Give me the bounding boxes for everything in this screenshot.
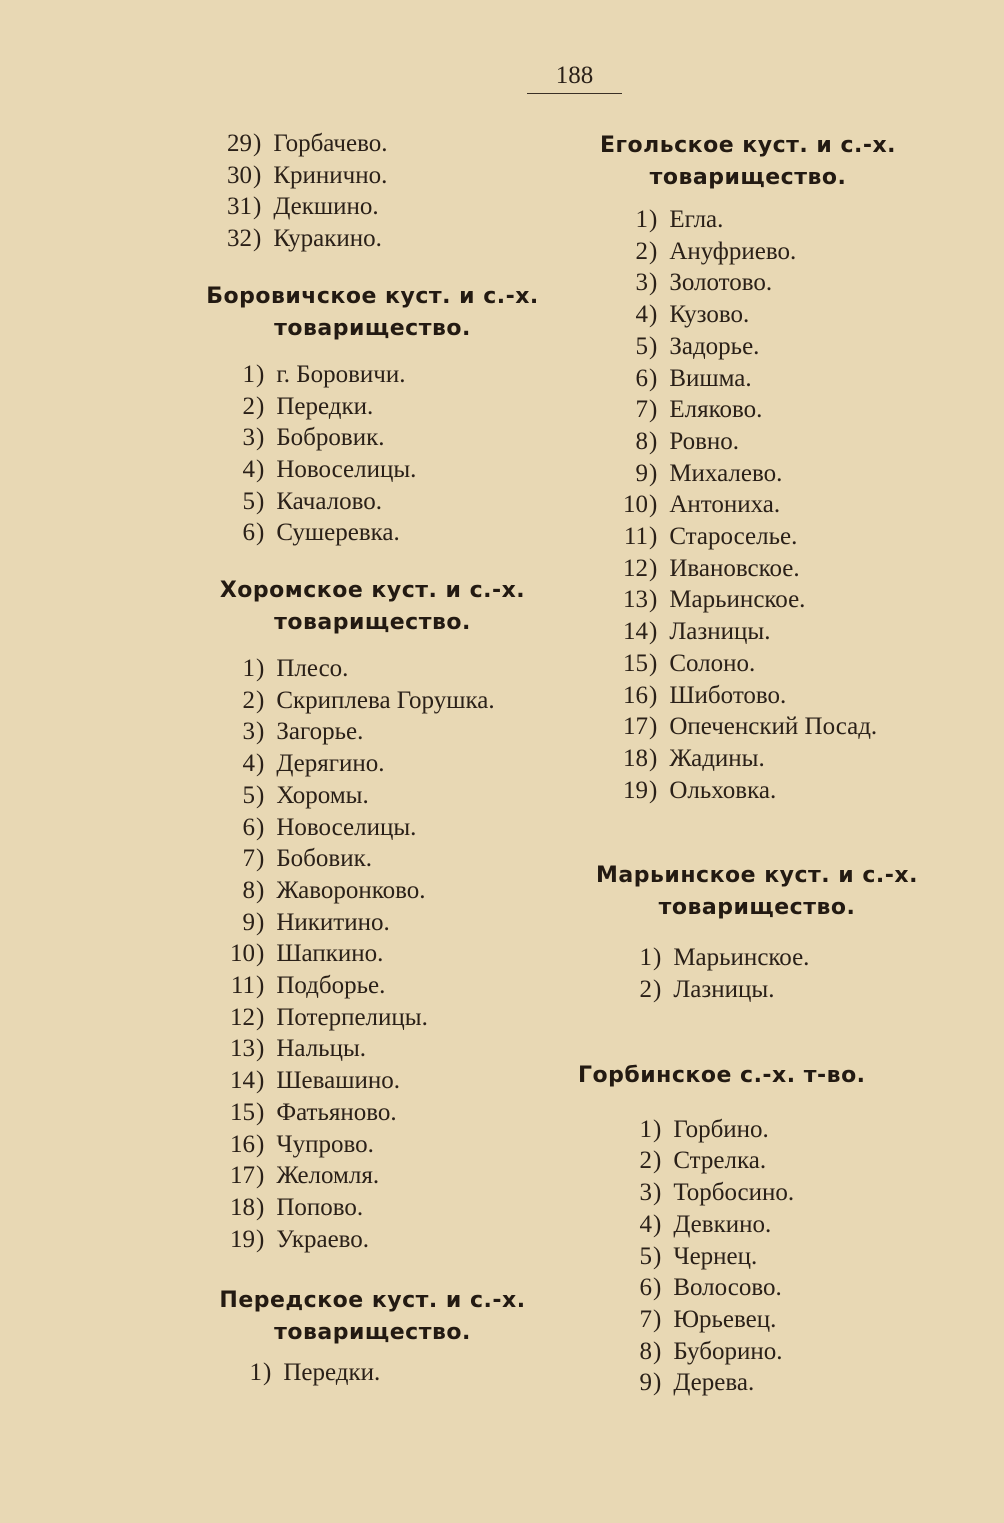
item-number: 16	[230, 1130, 255, 1158]
item-name: Кринично.	[273, 161, 388, 189]
item-number: 7	[639, 1305, 652, 1333]
item-number: 1	[639, 1115, 652, 1143]
list-item: 6 ) Сушеревка.	[200, 517, 545, 549]
item-number: 2	[639, 1147, 652, 1175]
item-name: Чупрово.	[276, 1130, 374, 1158]
item-number: 4	[242, 455, 255, 483]
list-item: 2 ) Скриплева Горушка.	[200, 685, 545, 717]
item-number: 15	[623, 649, 648, 677]
item-number: 1	[242, 655, 255, 683]
list-item: 10 ) Антониха.	[578, 489, 918, 521]
section-maryinskoe	[578, 860, 918, 1005]
item-number: 13	[230, 1035, 255, 1063]
list-item: 5 ) Задорье.	[578, 331, 918, 363]
item-name: Марьинское.	[669, 586, 806, 614]
item-number: 12	[230, 1003, 255, 1031]
item-name: Ольховка.	[669, 776, 777, 804]
left-column	[200, 128, 545, 1389]
item-name: Волосово.	[673, 1274, 782, 1302]
item-number: 8	[639, 1337, 652, 1365]
item-name: Лазницы.	[669, 618, 771, 646]
heading-line: Передское куст. и с.-х.	[219, 1288, 526, 1314]
item-number: 14	[230, 1067, 255, 1095]
settlement-list	[578, 204, 918, 806]
item-name: Желомля.	[276, 1162, 380, 1190]
item-number: 3	[242, 424, 255, 452]
item-number: 3	[242, 718, 255, 746]
heading-line: товарищество.	[274, 315, 471, 341]
item-name: Передки.	[283, 1359, 381, 1387]
item-number: 1	[635, 206, 648, 233]
item-number: 4	[635, 301, 648, 329]
list-item: 11 ) Староселье.	[578, 521, 918, 553]
item-number: 6	[635, 364, 648, 392]
heading-line: товарищество.	[274, 610, 471, 636]
right-column	[578, 130, 918, 1399]
list-item: 8 ) Жаворонково.	[200, 875, 545, 907]
list-item: 4 ) Девкино.	[578, 1209, 918, 1241]
item-name: Бобовик.	[276, 845, 372, 873]
settlement-list	[200, 359, 545, 549]
page-number: 188	[527, 62, 622, 94]
list-item: 4 ) Дерягино.	[200, 748, 545, 780]
item-number: 5	[242, 781, 255, 809]
item-name: Скриплева Горушка.	[276, 686, 495, 714]
item-name: Фатьяново.	[276, 1098, 397, 1126]
section-heading	[578, 860, 918, 924]
list-item: 14 ) Шевашино.	[200, 1065, 545, 1097]
item-number: 30	[227, 161, 252, 189]
item-name: Егла.	[669, 206, 724, 233]
settlement-list	[578, 942, 918, 1005]
list-item: 7 ) Юрьевец.	[578, 1304, 918, 1336]
item-name: Лазницы.	[673, 976, 775, 1004]
item-number: 19	[623, 776, 648, 804]
item-name: Передки.	[276, 392, 374, 420]
item-number: 6	[639, 1274, 652, 1302]
item-name: Новоселицы.	[276, 455, 417, 483]
section-heading	[578, 1060, 918, 1092]
list-item: 6 ) Новоселицы.	[200, 812, 545, 844]
list-item: 8 ) Буборино.	[578, 1336, 918, 1368]
item-name: Дерягино.	[276, 750, 385, 778]
list-item: 15 ) Солоно.	[578, 648, 918, 680]
item-number: 2	[242, 392, 255, 420]
item-name: Жадины.	[669, 744, 765, 772]
item-number: 17	[623, 713, 648, 741]
item-number: 6	[242, 519, 255, 547]
list-item: 13 ) Марьинское.	[578, 584, 918, 616]
item-name: Ануфриево.	[669, 237, 797, 265]
list-item: 19 ) Ольховка.	[578, 775, 918, 807]
item-number: 18	[230, 1193, 255, 1221]
item-number: 8	[635, 427, 648, 455]
item-number: 14	[623, 618, 648, 646]
item-name: Нальцы.	[276, 1035, 367, 1063]
item-name: Чернец.	[673, 1242, 758, 1270]
list-item: 2 ) Лазницы.	[578, 974, 918, 1006]
item-number: 12	[623, 554, 648, 582]
list-item: 3 ) Бобровик.	[200, 422, 545, 454]
item-name: Украево.	[276, 1225, 370, 1253]
item-name: Михалево.	[669, 459, 783, 487]
list-item: 9 ) Дерева.	[578, 1367, 918, 1399]
list-item: 18 ) Попово.	[200, 1192, 545, 1224]
item-number: 17	[230, 1162, 255, 1190]
item-number: 8	[242, 876, 255, 904]
item-name: Попово.	[276, 1193, 364, 1221]
heading-line: товарищество.	[274, 1320, 471, 1346]
section-egla	[578, 130, 918, 806]
section-heading	[200, 281, 545, 345]
item-number: 10	[230, 940, 255, 968]
item-number: 5	[639, 1242, 652, 1270]
item-name: Куракино.	[273, 225, 382, 253]
list-item: 7 ) Бобовик.	[200, 843, 545, 875]
item-name: Солоно.	[669, 649, 756, 677]
item-number: 3	[635, 269, 648, 297]
list-item: 11 ) Подборье.	[200, 970, 545, 1002]
list-item: 1 ) Егла.	[578, 204, 918, 236]
item-number: 11	[623, 523, 648, 551]
list-item: 5 ) Хоромы.	[200, 780, 545, 812]
item-number: 4	[242, 750, 255, 778]
heading-line: Хоромское куст. и с.-х.	[219, 578, 526, 604]
item-name: Задорье.	[669, 332, 760, 360]
section-gorbino	[578, 1060, 918, 1399]
list-item: 14 ) Лазницы.	[578, 616, 918, 648]
list-item: 8 ) Ровно.	[578, 426, 918, 458]
settlement-list	[200, 653, 545, 1255]
heading-line: Егольское куст. и с.-х.	[599, 133, 897, 158]
item-number: 32	[227, 225, 252, 253]
item-number: 5	[242, 487, 255, 515]
item-name: Плесо.	[276, 655, 349, 683]
list-item: 10 ) Шапкино.	[200, 938, 545, 970]
section-heading	[200, 1285, 545, 1349]
list-item: 1 ) г. Боровичи.	[200, 359, 545, 391]
list-item: 16 ) Шиботово.	[578, 680, 918, 712]
item-name: Золотово.	[669, 269, 773, 297]
item-number: 2	[242, 686, 255, 714]
list-item: 12 ) Потерпелицы.	[200, 1002, 545, 1034]
settlement-list	[578, 1114, 918, 1399]
item-name: Загорье.	[276, 718, 364, 746]
item-name: Марьинское.	[673, 944, 810, 972]
item-name: Сушеревка.	[276, 519, 400, 547]
heading-line: Горбинское с.-х. т-во.	[578, 1062, 866, 1088]
item-name: Девкино.	[673, 1210, 772, 1238]
item-number: 9	[639, 1369, 652, 1397]
item-name: Торбосино.	[673, 1179, 795, 1207]
list-item: 3 ) Загорье.	[200, 716, 545, 748]
item-name: Ивановское.	[669, 554, 800, 582]
item-name: Качалово.	[276, 487, 383, 515]
item-number: 4	[639, 1210, 652, 1238]
item-number: 7	[242, 845, 255, 873]
item-number: 2	[635, 237, 648, 265]
item-name: Никитино.	[276, 908, 390, 936]
list-item: 18 ) Жадины.	[578, 743, 918, 775]
list-section-gorbachevo	[200, 128, 545, 255]
item-name: Опеченский Посад.	[669, 713, 878, 741]
item-name: Горбино.	[673, 1115, 769, 1143]
list-item: 6 ) Волосово.	[578, 1272, 918, 1304]
item-name: Дерева.	[673, 1369, 755, 1397]
item-name: Подборье.	[276, 972, 386, 1000]
item-name: Жаворонково.	[276, 876, 426, 904]
item-number: 6	[242, 813, 255, 841]
section-khoromy	[200, 575, 545, 1255]
item-number: 18	[623, 744, 648, 772]
item-name: Еляково.	[669, 396, 763, 424]
item-name: Стрелка.	[673, 1147, 767, 1175]
item-name: Юрьевец.	[673, 1305, 777, 1333]
list-item: 17 ) Желомля.	[200, 1160, 545, 1192]
section-heading	[200, 575, 545, 639]
list-item: 3 ) Золотово.	[578, 267, 918, 299]
item-name: Ровно.	[669, 427, 740, 455]
item-name: Горбачево.	[273, 130, 388, 157]
list-item: 9 ) Михалево.	[578, 458, 918, 490]
item-number: 9	[242, 908, 255, 936]
item-number: 3	[639, 1179, 652, 1207]
list-item: 1 ) Передки.	[200, 1357, 545, 1389]
item-name: Декшино.	[273, 193, 379, 221]
settlement-list	[200, 1357, 545, 1389]
item-name: Антониха.	[669, 491, 781, 519]
list-item: 9 ) Никитино.	[200, 907, 545, 939]
item-number: 2	[639, 976, 652, 1004]
item-number: 19	[230, 1225, 255, 1253]
item-name: Шиботово.	[669, 681, 787, 709]
heading-line: Марьинское куст. и с.-х.	[596, 863, 918, 889]
item-number: 29	[227, 130, 252, 157]
item-number: 1	[249, 1359, 262, 1387]
item-name: Потерпелицы.	[276, 1003, 428, 1031]
list-item: 1 ) Плесо.	[200, 653, 545, 685]
list-item: 32 ) Куракино.	[200, 223, 545, 255]
list-item: 6 ) Вишма.	[578, 363, 918, 395]
list-item: 17 ) Опеченский Посад.	[578, 711, 918, 743]
list-item: 31 ) Декшино.	[200, 191, 545, 223]
item-number: 7	[635, 396, 648, 424]
item-name: Новоселицы.	[276, 813, 417, 841]
list-item: 2 ) Ануфриево.	[578, 236, 918, 268]
section-borovichi	[200, 281, 545, 549]
list-item: 1 ) Марьинское.	[578, 942, 918, 974]
item-name: Шевашино.	[276, 1067, 400, 1095]
heading-line: товарищество.	[658, 895, 856, 921]
item-number: 13	[623, 586, 648, 614]
list-item: 30 ) Кринично.	[200, 160, 545, 192]
list-item: 7 ) Еляково.	[578, 394, 918, 426]
list-item: 29 ) Горбачево.	[200, 128, 545, 160]
item-number: 15	[230, 1098, 255, 1126]
item-name: Староселье.	[669, 523, 798, 551]
item-number: 1	[242, 360, 255, 388]
item-number: 10	[623, 491, 648, 519]
settlement-list	[200, 128, 545, 255]
section-heading	[578, 130, 918, 194]
list-item: 1 ) Горбино.	[578, 1114, 918, 1146]
item-number: 1	[639, 944, 652, 972]
list-item: 2 ) Стрелка.	[578, 1145, 918, 1177]
list-item: 15 ) Фатьяново.	[200, 1097, 545, 1129]
item-name: Хоромы.	[276, 781, 369, 809]
heading-line: Боровичское куст. и с.-х.	[206, 283, 539, 309]
list-item: 4 ) Новоселицы.	[200, 454, 545, 486]
item-name: Бобровик.	[276, 424, 385, 452]
list-item: 12 ) Ивановское.	[578, 553, 918, 585]
item-number: 31	[227, 193, 252, 221]
list-item: 4 ) Кузово.	[578, 299, 918, 331]
list-item: 5 ) Качалово.	[200, 486, 545, 518]
list-item: 3 ) Торбосино.	[578, 1177, 918, 1209]
item-name: Кузово.	[669, 301, 750, 329]
list-item: 16 ) Чупрово.	[200, 1129, 545, 1161]
item-number: 5	[635, 332, 648, 360]
item-name: г. Боровичи.	[276, 360, 406, 388]
heading-line: товарищество.	[649, 165, 847, 190]
item-name: Вишма.	[669, 364, 752, 392]
item-name: Буборино.	[673, 1337, 783, 1365]
list-item: 13 ) Нальцы.	[200, 1033, 545, 1065]
item-name: Шапкино.	[276, 940, 384, 968]
item-number: 11	[230, 972, 255, 1000]
list-item: 19 ) Украево.	[200, 1224, 545, 1256]
list-item: 5 ) Чернец.	[578, 1241, 918, 1273]
list-item: 2 ) Передки.	[200, 391, 545, 423]
item-number: 16	[623, 681, 648, 709]
section-peredki	[200, 1285, 545, 1389]
item-number: 9	[635, 459, 648, 487]
